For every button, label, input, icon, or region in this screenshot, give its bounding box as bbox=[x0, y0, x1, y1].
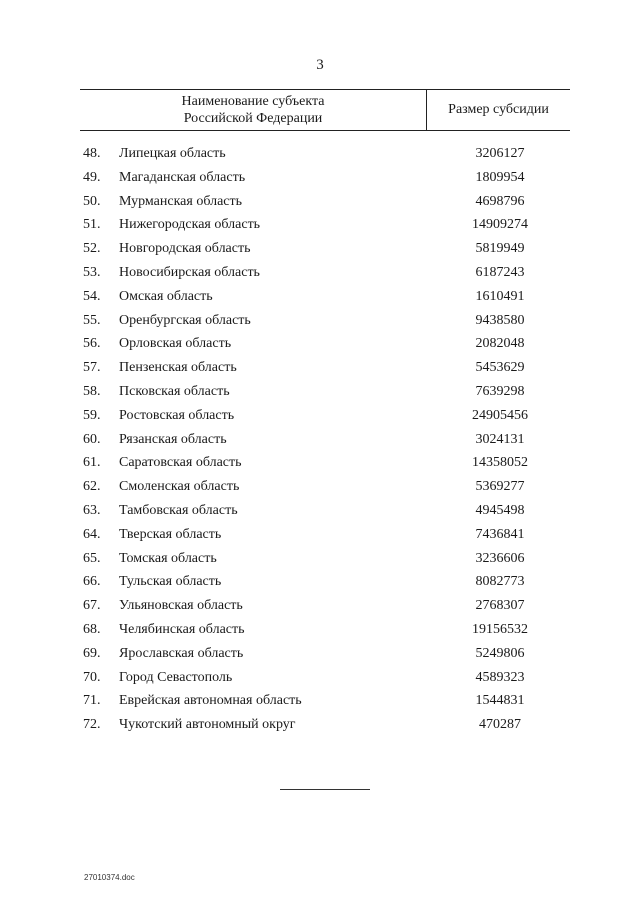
table-row bbox=[0, 596, 640, 620]
row-number: 65. bbox=[83, 550, 101, 566]
row-number: 56. bbox=[83, 336, 101, 352]
row-subject-name: Город Севастополь bbox=[119, 669, 233, 685]
row-number: 61. bbox=[83, 455, 101, 471]
table-row bbox=[0, 311, 640, 335]
row-number: 57. bbox=[83, 360, 101, 376]
row-subsidy-amount: 1809954 bbox=[475, 169, 525, 185]
row-subsidy-amount: 4589323 bbox=[475, 669, 525, 685]
row-subsidy-amount: 5369277 bbox=[475, 479, 525, 495]
table-row bbox=[0, 549, 640, 573]
row-subsidy-amount: 4945498 bbox=[475, 502, 525, 518]
header-subject-name-line1: Наименование субъекта bbox=[181, 94, 325, 109]
row-subsidy-amount: 24905456 bbox=[472, 407, 528, 423]
table-row bbox=[0, 358, 640, 382]
table-row bbox=[0, 382, 640, 406]
row-subject-name: Ростовская область bbox=[119, 407, 235, 423]
row-subsidy-amount: 7436841 bbox=[475, 526, 525, 542]
row-subsidy-amount: 14358052 bbox=[472, 455, 528, 471]
table-row bbox=[0, 287, 640, 311]
row-subsidy-amount: 19156532 bbox=[472, 621, 528, 637]
row-subject-name: Ярославская область bbox=[119, 645, 244, 661]
row-subject-name: Липецкая область bbox=[119, 146, 226, 161]
row-subsidy-amount: 8082773 bbox=[475, 574, 525, 590]
row-subsidy-amount: 3206127 bbox=[475, 146, 525, 161]
row-subsidy-amount: 5819949 bbox=[475, 241, 525, 257]
row-subject-name: Тульская область bbox=[119, 574, 222, 590]
row-subsidy-amount: 1610491 bbox=[475, 288, 525, 304]
row-subsidy-amount: 6187243 bbox=[475, 264, 525, 280]
row-number: 67. bbox=[83, 598, 101, 614]
row-number: 54. bbox=[83, 288, 101, 304]
row-number: 50. bbox=[83, 193, 101, 209]
end-rule bbox=[280, 789, 370, 790]
row-subject-name: Тамбовская область bbox=[119, 502, 238, 518]
row-subsidy-amount: 2768307 bbox=[475, 598, 525, 614]
row-subject-name: Пензенская область bbox=[119, 360, 237, 376]
row-subject-name: Чукотский автономный округ bbox=[119, 717, 296, 733]
row-subsidy-amount: 5249806 bbox=[475, 645, 525, 661]
row-number: 55. bbox=[83, 312, 101, 328]
header-subject-name bbox=[80, 90, 427, 130]
row-number: 62. bbox=[83, 479, 101, 495]
row-number: 71. bbox=[83, 693, 101, 709]
row-subject-name: Оренбургская область bbox=[119, 312, 251, 328]
row-subject-name: Нижегородская область bbox=[119, 217, 261, 233]
row-number: 59. bbox=[83, 407, 101, 423]
row-subject-name: Рязанская область bbox=[119, 431, 227, 447]
row-number: 53. bbox=[83, 264, 101, 280]
row-number: 69. bbox=[83, 645, 101, 661]
header-subject-name-line2: Российской Федерации bbox=[183, 111, 323, 126]
table-row bbox=[0, 239, 640, 263]
table-row bbox=[0, 525, 640, 549]
row-subject-name: Челябинская область bbox=[119, 621, 245, 637]
table-row bbox=[0, 572, 640, 596]
table-row bbox=[0, 215, 640, 239]
row-subject-name: Томская область bbox=[119, 550, 217, 566]
row-subsidy-amount: 2082048 bbox=[475, 336, 525, 352]
row-subject-name: Новосибирская область bbox=[119, 264, 260, 280]
row-subsidy-amount: 14909274 bbox=[472, 217, 528, 233]
row-subsidy-amount: 5453629 bbox=[475, 360, 525, 376]
table-row bbox=[0, 430, 640, 454]
row-subject-name: Смоленская область bbox=[119, 479, 240, 495]
row-number: 49. bbox=[83, 169, 101, 185]
table-row bbox=[0, 691, 640, 715]
page-number: 3 bbox=[316, 57, 324, 73]
row-number: 58. bbox=[83, 383, 101, 399]
row-number: 72. bbox=[83, 717, 101, 733]
row-subject-name: Ульяновская область bbox=[119, 598, 243, 614]
row-subject-name: Саратовская область bbox=[119, 455, 242, 471]
row-subsidy-amount: 7639298 bbox=[475, 383, 525, 399]
row-number: 52. bbox=[83, 241, 101, 257]
table-row bbox=[0, 620, 640, 644]
table-row bbox=[0, 168, 640, 192]
footer-filename: 27010374.doc bbox=[84, 873, 135, 882]
table-row bbox=[0, 715, 640, 739]
row-subsidy-amount: 9438580 bbox=[475, 312, 525, 328]
row-subject-name: Мурманская область bbox=[119, 193, 243, 209]
row-number: 51. bbox=[83, 217, 101, 233]
row-number: 64. bbox=[83, 526, 101, 542]
table-header bbox=[80, 89, 570, 131]
row-number: 60. bbox=[83, 431, 101, 447]
table-row bbox=[0, 501, 640, 525]
row-subject-name: Новгородская область bbox=[119, 241, 251, 257]
row-subject-name: Магаданская область bbox=[119, 169, 246, 185]
row-subject-name: Еврейская автономная область bbox=[119, 693, 302, 709]
row-subsidy-amount: 3024131 bbox=[475, 431, 525, 447]
row-subject-name: Псковская область bbox=[119, 383, 230, 399]
row-subject-name: Тверская область bbox=[119, 526, 222, 542]
row-number: 70. bbox=[83, 669, 101, 685]
row-subsidy-amount: 3236606 bbox=[475, 550, 525, 566]
table-row bbox=[0, 644, 640, 668]
table-row bbox=[0, 477, 640, 501]
row-subject-name: Орловская область bbox=[119, 336, 232, 352]
row-subsidy-amount: 4698796 bbox=[475, 193, 525, 209]
row-subsidy-amount: 470287 bbox=[479, 717, 521, 733]
row-number: 63. bbox=[83, 502, 101, 518]
table-row bbox=[0, 144, 640, 168]
table-row bbox=[0, 453, 640, 477]
row-number: 66. bbox=[83, 574, 101, 590]
row-subsidy-amount: 1544831 bbox=[475, 693, 525, 709]
header-subsidy-amount: Размер субсидии bbox=[448, 102, 549, 117]
table-row bbox=[0, 334, 640, 358]
table-row bbox=[0, 192, 640, 216]
row-subject-name: Омская область bbox=[119, 288, 213, 304]
table-row bbox=[0, 668, 640, 692]
table-row bbox=[0, 406, 640, 430]
table-body bbox=[0, 144, 640, 739]
row-number: 68. bbox=[83, 621, 101, 637]
table-row bbox=[0, 263, 640, 287]
row-number: 48. bbox=[83, 146, 101, 161]
